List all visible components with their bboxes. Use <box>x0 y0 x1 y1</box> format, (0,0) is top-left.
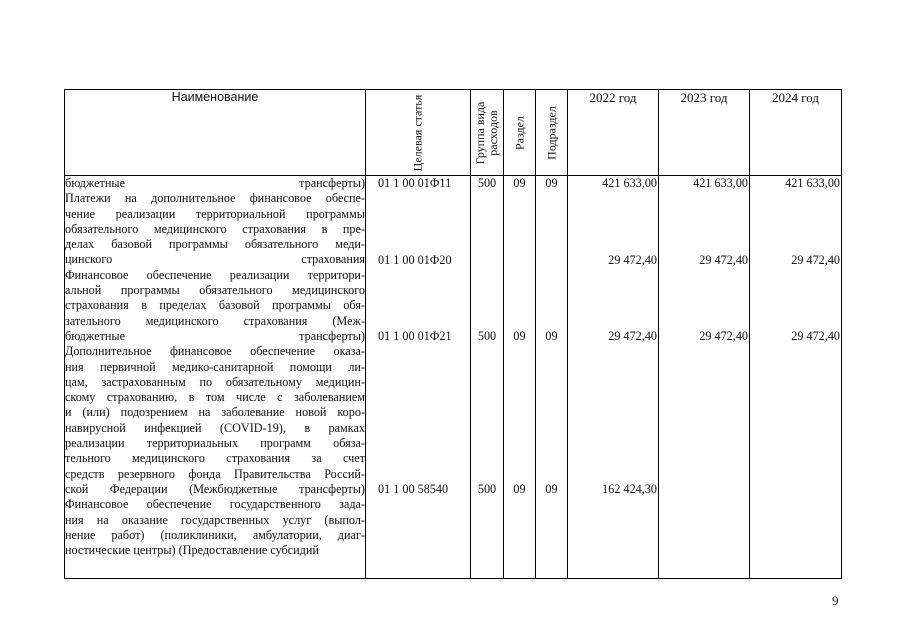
column-header-group <box>471 90 504 176</box>
amount-2022-cell <box>568 176 659 579</box>
description-line: чение реализации территориальной программы <box>65 206 365 221</box>
y2022-value: 29 472,40 <box>608 252 657 267</box>
column-header-group-text: Группа вида расходов <box>473 101 500 164</box>
description-line: Финансовое обеспечение реализации территори- <box>65 267 365 282</box>
description-line: средств резервного фонда Правительства Россий- <box>65 466 365 481</box>
y2023-value: 421 633,00 <box>693 176 748 190</box>
column-header-2024: 2024 год <box>750 90 842 176</box>
target-code-cell <box>366 176 471 579</box>
y2023-value: 29 472,40 <box>699 252 748 267</box>
description-line: и (или) подозрением на заболевание новой коро- <box>65 405 365 420</box>
section-value: 09 <box>513 176 526 190</box>
column-header-subsection-text: Подраздел <box>544 105 558 160</box>
y2024-value: 29 472,40 <box>791 329 840 343</box>
description-line: ностические центры) (Предоставление субсидий <box>65 543 319 558</box>
amount-2023-cell <box>659 176 750 579</box>
description-line: цам, застрахованным по обязательному медицин- <box>65 374 365 389</box>
code-value: 01 1 00 01Ф11 <box>378 176 452 190</box>
table-row <box>65 176 842 579</box>
code-value: 01 1 00 01Ф20 <box>378 252 452 267</box>
y2022-value: 29 472,40 <box>608 329 657 343</box>
subsection-value: 09 <box>545 329 558 343</box>
column-header-subsection <box>536 90 568 176</box>
y2024-value: 421 633,00 <box>785 176 840 190</box>
description-line: обязательного медицинского страхования в пре- <box>65 221 365 236</box>
description-line: Платежи на дополнительное финансовое обеспе- <box>65 191 365 206</box>
subsection-value: 09 <box>545 482 558 496</box>
description-line: нение работ) (поликлиники, амбулатории, диаг- <box>65 527 365 542</box>
column-header-section <box>504 90 536 176</box>
group-cell <box>471 176 504 579</box>
description-line: зательного медицинского страхования (Меж- <box>65 313 365 328</box>
column-header-target-text: Целевая статья <box>410 94 425 171</box>
description-line: навирусной инфекцией (COVID-19), в рамках <box>65 420 365 435</box>
description-line: тельного медицинского страхования за счет <box>65 451 365 466</box>
column-header-2022: 2022 год <box>568 90 659 176</box>
description-line: ния первичной медико-санитарной помощи ли- <box>65 359 365 374</box>
description-line: делах базовой программы обязательного меди- <box>65 237 365 252</box>
column-header-section-text: Раздел <box>512 115 526 150</box>
description-line: ской Федерации (Межбюджетные трансферты) <box>65 481 365 496</box>
section-value: 09 <box>513 329 526 343</box>
y2022-value: 421 633,00 <box>602 176 657 190</box>
column-header-name: Наименование <box>65 90 366 176</box>
section-cell <box>504 176 536 579</box>
amount-2024-cell <box>750 176 842 579</box>
budget-table <box>64 89 842 579</box>
code-value: 01 1 00 58540 <box>378 482 449 496</box>
description-line: реализации территориальных программ обяза- <box>65 436 365 451</box>
subsection-cell <box>536 176 568 579</box>
name-cell <box>65 176 366 579</box>
group-value: 500 <box>477 176 497 190</box>
group-value: 500 <box>477 329 497 343</box>
y2022-value: 162 424,30 <box>602 482 657 496</box>
description-line: бюджетные трансферты) <box>65 176 365 190</box>
description-line: Финансовое обеспечение государственного зада- <box>65 497 365 512</box>
column-header-target <box>366 90 471 176</box>
header-row <box>65 90 842 176</box>
section-value: 09 <box>513 482 526 496</box>
group-value: 500 <box>477 482 497 496</box>
description-line: скому страхованию, в том числе с заболеванием <box>65 390 365 405</box>
code-value: 01 1 00 01Ф21 <box>378 329 452 343</box>
y2024-value: 29 472,40 <box>791 252 840 267</box>
description-line: Дополнительное финансовое обеспечение оказа- <box>65 344 365 359</box>
subsection-value: 09 <box>545 176 558 190</box>
page-number: 9 <box>832 593 839 608</box>
column-header-2023: 2023 год <box>659 90 750 176</box>
y2023-value: 29 472,40 <box>699 329 748 343</box>
description-line: страхования в пределах базовой программы обя- <box>65 298 365 313</box>
description-line: бюджетные трансферты) <box>65 328 365 343</box>
description-line: цинского страхования <box>65 252 365 267</box>
description-line: ния на оказание государственных услуг (выпол- <box>65 512 365 527</box>
description-line: альной программы обязательного медицинского <box>65 283 365 298</box>
